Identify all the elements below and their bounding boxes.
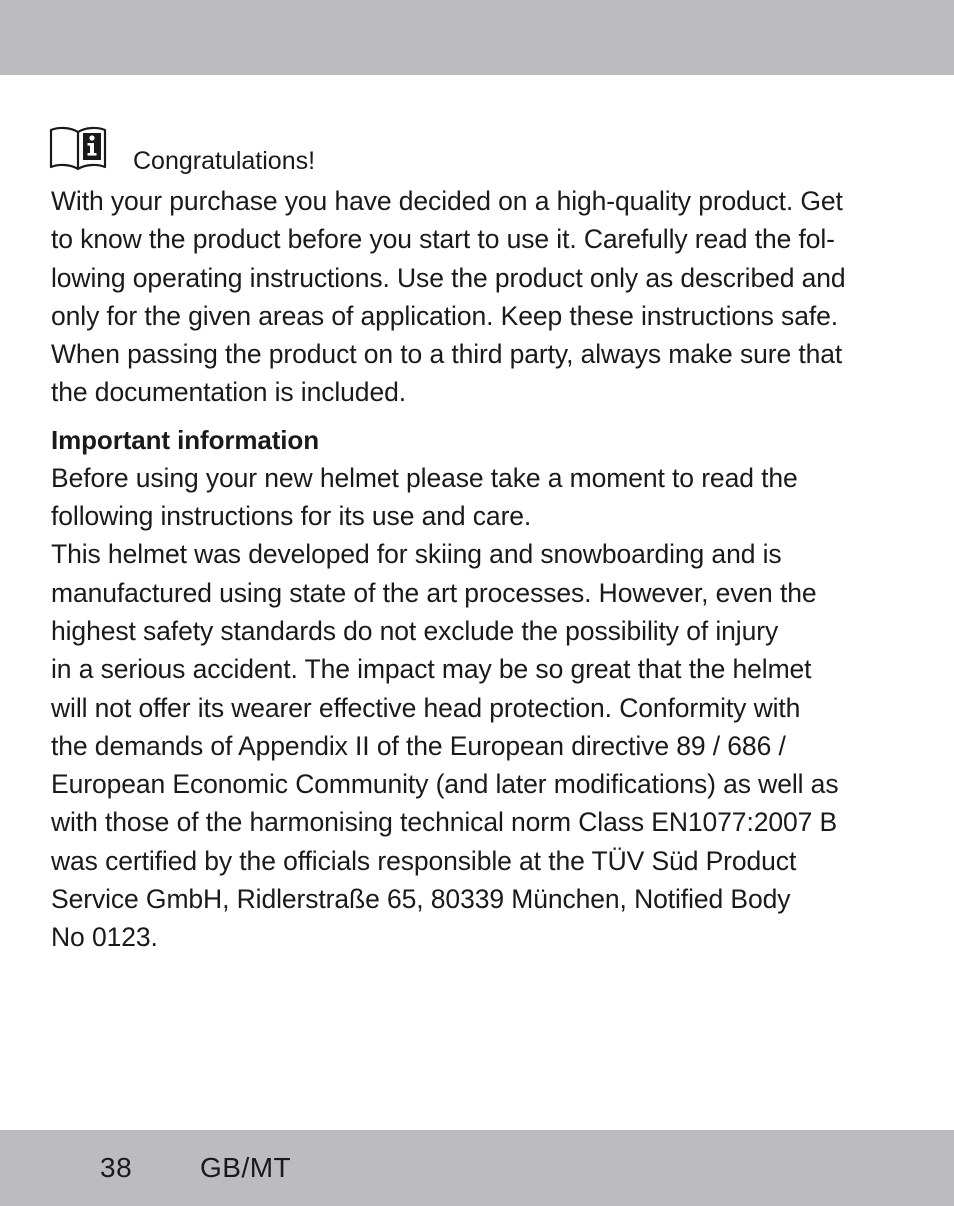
text-line: will not offer its wearer effective head protection. Conformity with bbox=[51, 692, 801, 723]
top-header-band bbox=[0, 0, 954, 75]
text-line: highest safety standards do not exclude the possibility of injury bbox=[51, 615, 779, 646]
footer-band bbox=[0, 1130, 954, 1206]
intro-heading: Congratulations! bbox=[133, 147, 316, 175]
text-line: in a serious accident. The impact may be so great that the helmet bbox=[51, 654, 812, 685]
page-number: 38 bbox=[100, 1152, 133, 1183]
text-line: with those of the harmonising technical norm Class EN1077:2007 B bbox=[51, 807, 838, 838]
text-line: following instructions for its use and care. bbox=[51, 501, 532, 532]
section-heading-important: Important information bbox=[51, 424, 319, 455]
text-line: European Economic Community (and later modifications) as well as bbox=[51, 769, 839, 800]
intro-paragraph bbox=[51, 182, 921, 412]
document-body bbox=[51, 182, 921, 957]
text-line: Before using your new helmet please take a moment to read the bbox=[51, 462, 798, 493]
text-line: manufactured using state of the art processes. However, even the bbox=[51, 577, 817, 608]
text-line: was certified by the officials responsible at the TÜV Süd Product bbox=[51, 845, 797, 876]
info-manual-icon bbox=[48, 126, 108, 172]
text-line: to know the product before you start to use it. Carefully read the fol- bbox=[51, 224, 835, 255]
text-line: When passing the product on to a third party, always make sure that bbox=[51, 339, 843, 370]
text-line: With your purchase you have decided on a high-quality product. Get bbox=[51, 186, 843, 216]
text-line: the demands of Appendix II of the European directive 89 / 686 / bbox=[51, 730, 786, 761]
language-code: GB/MT bbox=[200, 1152, 292, 1183]
text-line: only for the given areas of application. Keep these instructions safe. bbox=[51, 300, 839, 331]
important-paragraph bbox=[51, 459, 921, 957]
text-line: No 0123. bbox=[51, 922, 158, 953]
text-line: the documentation is included. bbox=[51, 377, 406, 408]
text-line: lowing operating instructions. Use the product only as described and bbox=[51, 262, 846, 293]
text-line: This helmet was developed for skiing and snowboarding and is bbox=[51, 539, 782, 570]
text-line: Service GmbH, Ridlerstraße 65, 80339 München, Notified Body bbox=[51, 884, 791, 915]
